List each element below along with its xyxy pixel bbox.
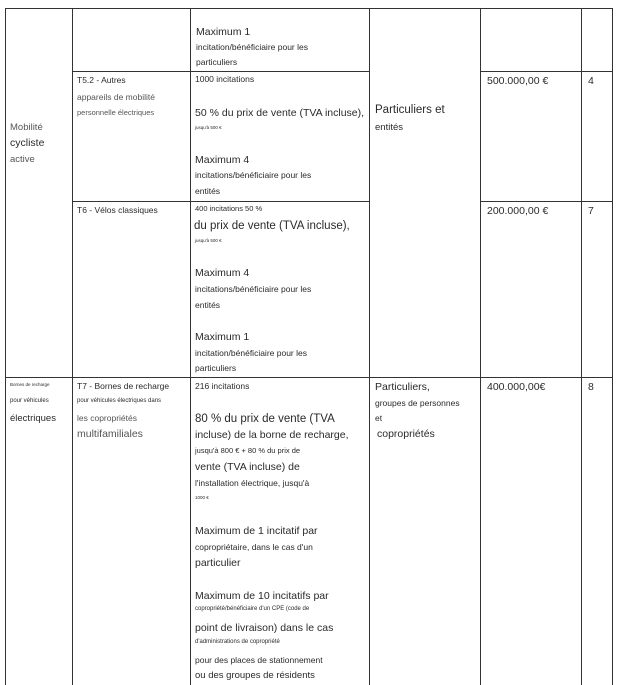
row-number: 8 xyxy=(588,381,594,393)
condition-text: Maximum 4 xyxy=(195,154,250,166)
row-number: 7 xyxy=(588,205,594,217)
measure-label: appareils de mobilité xyxy=(77,92,155,102)
condition-text: incluse) de la borne de recharge, xyxy=(195,429,349,441)
condition-text: entités xyxy=(195,300,221,310)
grid-line-col3 xyxy=(369,8,370,685)
condition-text: copropriété/bénéficiaire d'un CPE (code de xyxy=(195,606,310,612)
condition-text: 80 % du prix de vente (TVA xyxy=(195,413,335,425)
condition-text: incitations/bénéficiaire pour les xyxy=(195,170,312,180)
condition-text: 1000 incitations xyxy=(195,74,255,84)
condition-text: particuliers xyxy=(196,57,238,67)
beneficiaries-label: entités xyxy=(375,122,403,133)
measure-label: T6 - Vélos classiques xyxy=(77,205,158,215)
condition-text: 50 % du prix de vente (TVA incluse), xyxy=(195,107,365,119)
measure-label: T5.2 - Autres xyxy=(77,75,126,85)
grid-line-row-t6-right xyxy=(480,201,613,202)
condition-text: Maximum 1 xyxy=(195,331,250,343)
condition-text: 400 incitations 50 % xyxy=(195,204,263,213)
measure-label: multifamiliales xyxy=(77,428,143,440)
grid-line-row-t6 xyxy=(72,201,370,202)
condition-text: 216 incitations xyxy=(195,381,250,391)
row-number: 4 xyxy=(588,75,594,87)
grid-line-row-t7 xyxy=(5,377,613,378)
condition-text: entités xyxy=(195,186,221,196)
grid-line-top xyxy=(5,8,613,9)
grid-line-col1 xyxy=(72,8,73,685)
category-label: Mobilité xyxy=(10,122,43,133)
condition-text: d'administrations de copropriété xyxy=(195,639,280,645)
category-label: électriques xyxy=(10,413,56,424)
condition-text: l'installation électrique, jusqu'à xyxy=(195,478,310,488)
beneficiaries-label: copropriétés xyxy=(377,428,435,440)
beneficiaries-label: Particuliers et xyxy=(375,104,445,116)
measure-label: pour véhicules électriques dans xyxy=(77,398,162,404)
grid-line-col4 xyxy=(480,8,481,685)
category-label: cycliste xyxy=(10,137,45,149)
condition-text: Maximum 4 xyxy=(195,267,250,279)
condition-text: jusqu'à 500 € xyxy=(195,238,222,243)
condition-text: incitations/bénéficiaire pour les xyxy=(195,284,312,294)
beneficiaries-label: groupes de personnes xyxy=(375,398,460,408)
condition-text: 1000 € xyxy=(195,495,209,500)
grid-line-left xyxy=(5,8,6,685)
condition-text: jusqu'à 500 € xyxy=(195,125,222,130)
budget-value: 200.000,00 € xyxy=(487,205,549,217)
budget-value: 400.000,00€ xyxy=(487,381,546,393)
condition-text: incitation/bénéficiaire pour les xyxy=(196,42,308,52)
condition-text: Maximum de 10 incitatifs par xyxy=(195,590,329,602)
condition-text: copropriétaire, dans le cas d'un xyxy=(195,542,313,552)
beneficiaries-label: Particuliers, xyxy=(375,381,430,393)
measure-label: personnelle électriques xyxy=(77,108,155,117)
condition-text: Maximum de 1 incitatif par xyxy=(195,525,318,537)
grid-line-row-t52-right xyxy=(480,71,613,72)
condition-text: jusqu'à 800 € + 80 % du prix de xyxy=(195,446,301,455)
condition-text: Maximum 1 xyxy=(196,26,251,38)
measure-label: T7 - Bornes de recharge xyxy=(77,381,170,391)
grid-line-col5 xyxy=(581,8,582,685)
category-label: active xyxy=(10,154,35,165)
beneficiaries-label: et xyxy=(375,413,383,423)
condition-text: incitation/bénéficiaire pour les xyxy=(195,348,307,358)
budget-value: 500.000,00 € xyxy=(487,75,549,87)
condition-text: pour des places de stationnement xyxy=(195,655,323,665)
condition-text: du prix de vente (TVA incluse), xyxy=(194,220,350,232)
category-label: Bornes de recharge xyxy=(10,382,50,387)
grid-line-col2 xyxy=(190,8,191,685)
condition-text: ou des groupes de résidents xyxy=(195,670,315,681)
condition-text: point de livraison) dans le cas xyxy=(195,622,334,634)
condition-text: vente (TVA incluse) de xyxy=(195,461,300,473)
measure-label: les copropriétés xyxy=(77,413,138,423)
grid-line-row-t52 xyxy=(72,71,370,72)
condition-text: particulier xyxy=(195,557,241,569)
grid-line-right xyxy=(612,8,613,685)
category-label: pour véhicules xyxy=(10,398,49,404)
condition-text: particuliers xyxy=(195,363,237,373)
